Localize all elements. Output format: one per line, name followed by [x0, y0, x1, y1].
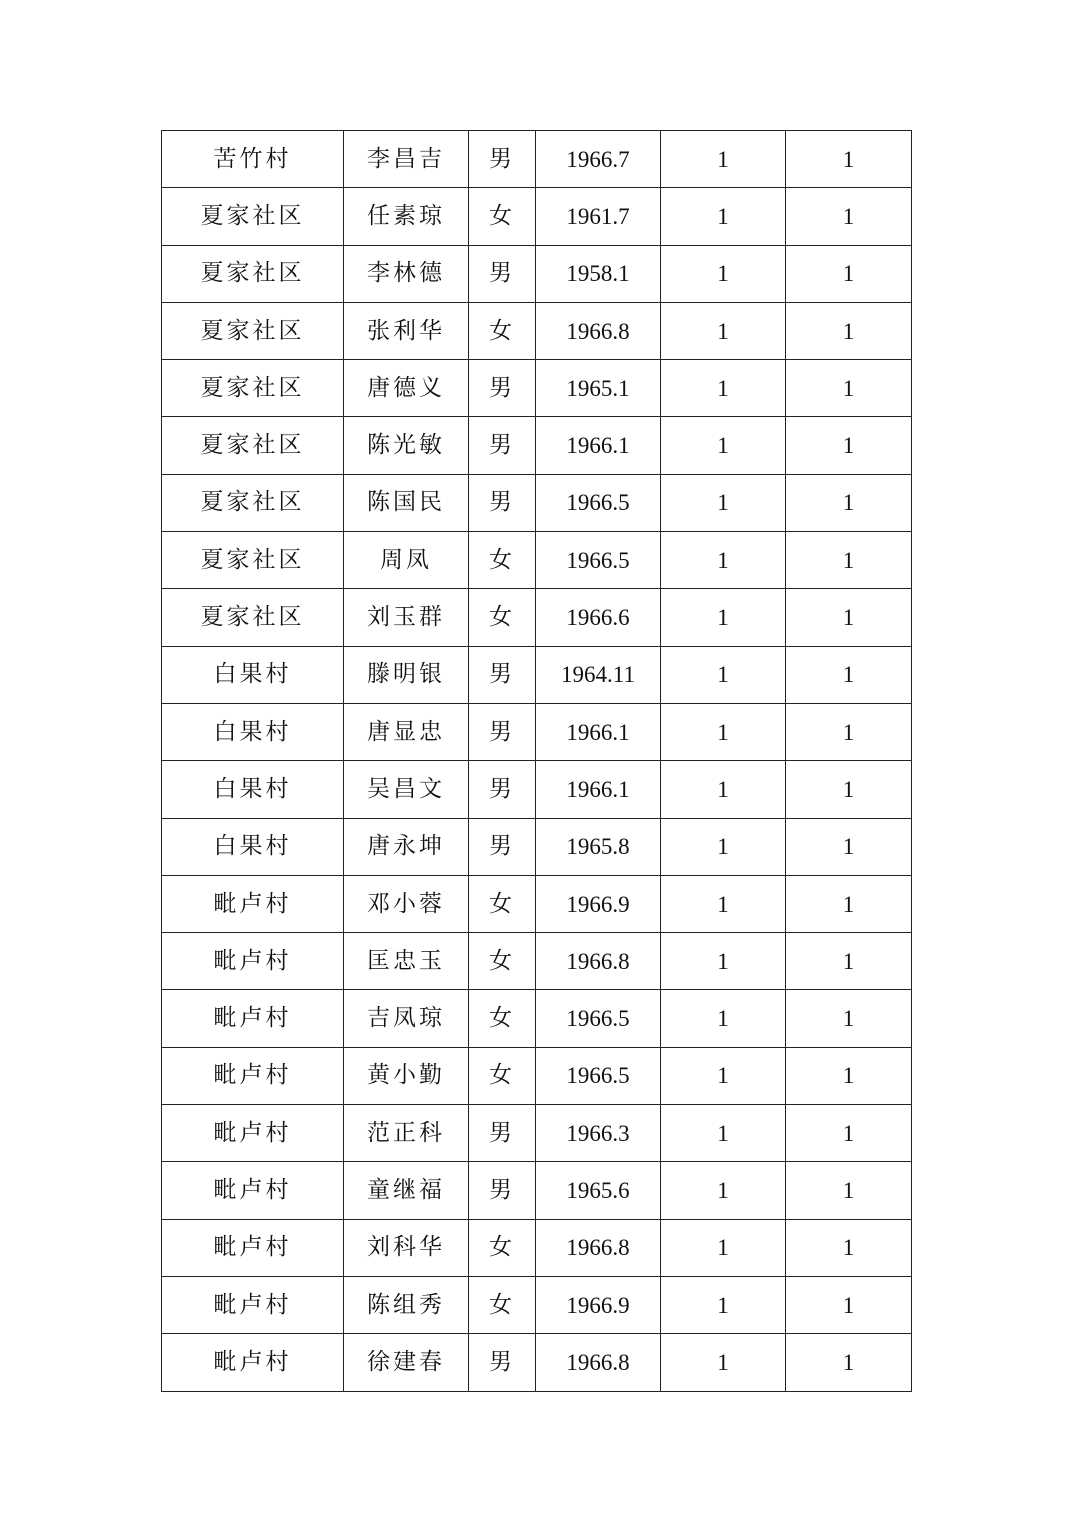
table-cell-date: 1965.1	[536, 360, 661, 417]
table-cell-b: 1	[786, 474, 912, 531]
table-cell-name: 陈组秀	[344, 1276, 469, 1333]
table-cell-date: 1966.7	[536, 131, 661, 188]
table-cell-date: 1965.6	[536, 1162, 661, 1219]
table-cell-name: 李林德	[344, 245, 469, 302]
table-cell-a: 1	[661, 474, 786, 531]
table-cell-gender: 女	[469, 1276, 536, 1333]
table-cell-gender: 男	[469, 245, 536, 302]
table-cell-a: 1	[661, 1334, 786, 1391]
table-cell-name: 陈光敏	[344, 417, 469, 474]
table-cell-date: 1966.1	[536, 417, 661, 474]
table-cell-name: 唐德义	[344, 360, 469, 417]
table-row	[162, 1105, 912, 1162]
table-cell-gender: 女	[469, 188, 536, 245]
table-cell-name: 吴昌文	[344, 761, 469, 818]
table-cell-b: 1	[786, 1334, 912, 1391]
table-cell-village: 夏家社区	[162, 417, 344, 474]
table-row	[162, 990, 912, 1047]
table-cell-a: 1	[661, 532, 786, 589]
table-cell-date: 1966.1	[536, 761, 661, 818]
table-cell-name: 唐显忠	[344, 703, 469, 760]
table-cell-village: 夏家社区	[162, 302, 344, 359]
table-row	[162, 1162, 912, 1219]
table-row	[162, 131, 912, 188]
table-cell-village: 毗卢村	[162, 1047, 344, 1104]
table-row	[162, 646, 912, 703]
table-cell-gender: 男	[469, 818, 536, 875]
table-cell-gender: 女	[469, 875, 536, 932]
table-cell-b: 1	[786, 417, 912, 474]
table-cell-gender: 男	[469, 1162, 536, 1219]
table-cell-village: 白果村	[162, 818, 344, 875]
table-row	[162, 818, 912, 875]
table-cell-village: 毗卢村	[162, 875, 344, 932]
table-cell-village: 毗卢村	[162, 1219, 344, 1276]
table-cell-village: 毗卢村	[162, 1162, 344, 1219]
table-cell-b: 1	[786, 1276, 912, 1333]
table-cell-date: 1966.8	[536, 302, 661, 359]
table-cell-a: 1	[661, 417, 786, 474]
table-cell-a: 1	[661, 302, 786, 359]
table-cell-name: 滕明银	[344, 646, 469, 703]
table-cell-b: 1	[786, 1047, 912, 1104]
table-cell-village: 毗卢村	[162, 933, 344, 990]
table-cell-date: 1964.11	[536, 646, 661, 703]
table-cell-b: 1	[786, 589, 912, 646]
table-cell-a: 1	[661, 1219, 786, 1276]
table-row	[162, 761, 912, 818]
table-cell-a: 1	[661, 1105, 786, 1162]
table-row	[162, 245, 912, 302]
table-cell-date: 1965.8	[536, 818, 661, 875]
table-cell-name: 任素琼	[344, 188, 469, 245]
table-cell-a: 1	[661, 188, 786, 245]
table-cell-b: 1	[786, 360, 912, 417]
table-cell-a: 1	[661, 245, 786, 302]
table-cell-date: 1966.9	[536, 1276, 661, 1333]
table-row	[162, 875, 912, 932]
table-cell-a: 1	[661, 1047, 786, 1104]
table-row	[162, 933, 912, 990]
table-row	[162, 474, 912, 531]
table-cell-b: 1	[786, 703, 912, 760]
table-cell-b: 1	[786, 302, 912, 359]
roster-table	[161, 130, 912, 1392]
table-cell-a: 1	[661, 360, 786, 417]
table-cell-name: 李昌吉	[344, 131, 469, 188]
table-cell-a: 1	[661, 703, 786, 760]
table-cell-b: 1	[786, 761, 912, 818]
table-row	[162, 188, 912, 245]
table-cell-gender: 女	[469, 589, 536, 646]
table-cell-village: 夏家社区	[162, 360, 344, 417]
table-cell-date: 1958.1	[536, 245, 661, 302]
table-cell-b: 1	[786, 1162, 912, 1219]
table-cell-b: 1	[786, 1105, 912, 1162]
table-cell-date: 1966.6	[536, 589, 661, 646]
table-cell-a: 1	[661, 990, 786, 1047]
table-cell-b: 1	[786, 1219, 912, 1276]
table-row	[162, 1334, 912, 1391]
table-cell-village: 夏家社区	[162, 532, 344, 589]
table-cell-village: 毗卢村	[162, 1334, 344, 1391]
table-cell-village: 白果村	[162, 703, 344, 760]
table-cell-gender: 男	[469, 360, 536, 417]
table-cell-gender: 男	[469, 1334, 536, 1391]
table-cell-gender: 女	[469, 302, 536, 359]
table-row	[162, 302, 912, 359]
table-cell-gender: 男	[469, 646, 536, 703]
table-cell-village: 毗卢村	[162, 1105, 344, 1162]
table-cell-village: 毗卢村	[162, 990, 344, 1047]
table-cell-b: 1	[786, 131, 912, 188]
table-cell-a: 1	[661, 818, 786, 875]
table-cell-gender: 男	[469, 474, 536, 531]
table-cell-b: 1	[786, 532, 912, 589]
table-cell-name: 吉凤琼	[344, 990, 469, 1047]
table-cell-gender: 男	[469, 417, 536, 474]
table-cell-b: 1	[786, 818, 912, 875]
table-row	[162, 1219, 912, 1276]
table-cell-name: 张利华	[344, 302, 469, 359]
table-cell-village: 夏家社区	[162, 188, 344, 245]
table-cell-date: 1966.8	[536, 1334, 661, 1391]
table-cell-name: 刘科华	[344, 1219, 469, 1276]
table-cell-date: 1966.8	[536, 1219, 661, 1276]
table-row	[162, 532, 912, 589]
table-row	[162, 589, 912, 646]
table-row	[162, 417, 912, 474]
table-cell-gender: 女	[469, 532, 536, 589]
table-cell-b: 1	[786, 646, 912, 703]
table-cell-gender: 女	[469, 1047, 536, 1104]
table-cell-name: 童继福	[344, 1162, 469, 1219]
table-cell-village: 白果村	[162, 761, 344, 818]
table-cell-gender: 男	[469, 761, 536, 818]
table-cell-name: 匡忠玉	[344, 933, 469, 990]
table-cell-a: 1	[661, 1162, 786, 1219]
table-cell-date: 1966.5	[536, 474, 661, 531]
table-cell-name: 周凤	[344, 532, 469, 589]
table-cell-a: 1	[661, 1276, 786, 1333]
roster-table-body	[162, 131, 912, 1392]
table-cell-date: 1966.5	[536, 1047, 661, 1104]
table-cell-name: 邓小蓉	[344, 875, 469, 932]
table-cell-gender: 男	[469, 703, 536, 760]
table-cell-name: 唐永坤	[344, 818, 469, 875]
table-cell-gender: 男	[469, 131, 536, 188]
table-cell-date: 1966.5	[536, 990, 661, 1047]
table-cell-a: 1	[661, 131, 786, 188]
table-cell-b: 1	[786, 990, 912, 1047]
table-cell-name: 徐建春	[344, 1334, 469, 1391]
table-cell-b: 1	[786, 245, 912, 302]
table-cell-date: 1966.9	[536, 875, 661, 932]
table-cell-a: 1	[661, 761, 786, 818]
table-cell-gender: 女	[469, 1219, 536, 1276]
table-cell-b: 1	[786, 875, 912, 932]
table-cell-village: 夏家社区	[162, 474, 344, 531]
table-row	[162, 1276, 912, 1333]
table-cell-a: 1	[661, 875, 786, 932]
table-cell-gender: 女	[469, 933, 536, 990]
table-row	[162, 703, 912, 760]
table-cell-village: 白果村	[162, 646, 344, 703]
table-cell-name: 黄小勤	[344, 1047, 469, 1104]
table-cell-name: 刘玉群	[344, 589, 469, 646]
table-cell-date: 1966.5	[536, 532, 661, 589]
table-cell-gender: 男	[469, 1105, 536, 1162]
table-cell-village: 夏家社区	[162, 245, 344, 302]
table-cell-date: 1961.7	[536, 188, 661, 245]
table-row	[162, 360, 912, 417]
table-cell-name: 范正科	[344, 1105, 469, 1162]
table-cell-date: 1966.8	[536, 933, 661, 990]
table-cell-b: 1	[786, 188, 912, 245]
table-cell-a: 1	[661, 933, 786, 990]
table-cell-a: 1	[661, 646, 786, 703]
table-cell-a: 1	[661, 589, 786, 646]
table-cell-b: 1	[786, 933, 912, 990]
table-row	[162, 1047, 912, 1104]
table-cell-date: 1966.3	[536, 1105, 661, 1162]
table-cell-village: 夏家社区	[162, 589, 344, 646]
table-cell-village: 苦竹村	[162, 131, 344, 188]
table-cell-gender: 女	[469, 990, 536, 1047]
table-cell-name: 陈国民	[344, 474, 469, 531]
table-cell-village: 毗卢村	[162, 1276, 344, 1333]
table-cell-date: 1966.1	[536, 703, 661, 760]
